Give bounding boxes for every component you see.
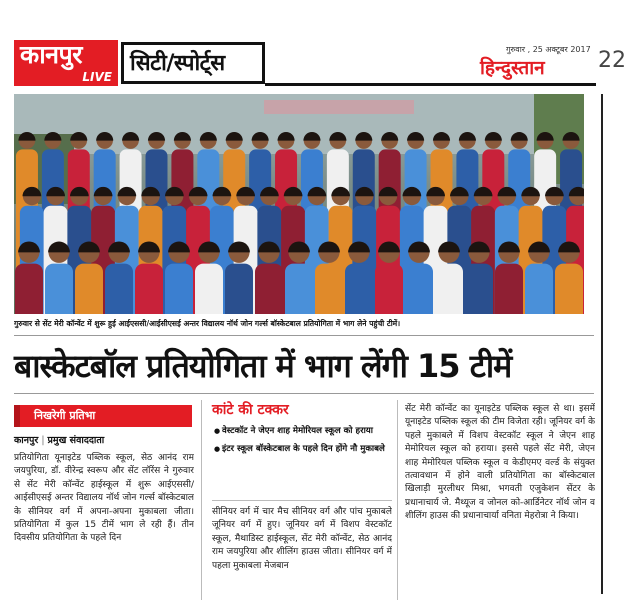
- byline-separator: |: [41, 435, 45, 446]
- player-figure: [45, 264, 73, 314]
- byline: [14, 434, 104, 448]
- player-figure: [285, 264, 313, 314]
- player-figure: [255, 264, 283, 314]
- player-figure: [165, 264, 193, 314]
- player-figure: [525, 264, 553, 314]
- article-column-2: सीनियर वर्ग में चार मैच सीनियर वर्ग और पांच मुकाबले जूनियर वर्ग में हुए। जूनियर वर्ग में विशप वेस्टकॉट स्कूल, मैथाडिस्ट हाईस्कूल, सेंट मेरी कॉन्वेंट, सेठ आनंद राम जयपुरिया और शीलिंग हाउस जीता। सीनियर वर्ग में पहला मुकाबला मेजबान: [212, 507, 392, 571]
- headline-rule-top: [14, 335, 594, 336]
- player-figure: [105, 264, 133, 314]
- player-figure: [375, 264, 403, 314]
- article-column-3: सेंट मेरी कॉन्वेंट का यूनाइटेड पब्लिक स्कूल से था। इसमें यूनाइटेड पब्लिक स्कूल की टीम विजेता रही। जूनियर वर्ग के पहले मुकाबले में विशप वेस्टकॉट स्कूल ने जेएन शाह मेमोरियल स्कूल को हराया। इससे पहले सेंट मेरी, जेएन शाह मेमोरियल पब्लिक स्कूल व केडीएमए वर्ल्ड के संयुक्त तत्वावधान में होने वाली प्रतियोगिता का बॉस्केटबाल खिलाड़ी मुरलीधर मिश्रा, भगवती एजुकेशन सेंटर के प्रधानाचार्य जे. मैथ्यूज व जोनल को-आर्डिनेटर नॉर्थ जोन व शीलिंग हाउस की प्रधानाचार्या वनिता मेहरोत्रा ने किया।: [405, 404, 595, 522]
- byline-city: कानपुर: [14, 435, 39, 446]
- player-figure: [435, 264, 463, 314]
- byline-desk: प्रमुख संवाददाता: [47, 435, 105, 446]
- masthead-rule: [265, 83, 596, 86]
- page-number: 22: [598, 48, 626, 73]
- story-tag-text: निखरेगी प्रतिभा: [34, 409, 96, 422]
- highlight-bullet: ● इंटर स्कूल बॉस्केटबाल के पहले दिन होंगे नौ मुकाबले: [214, 443, 392, 456]
- player-figure: [465, 264, 493, 314]
- sidebar-title: कांटे की टक्कर: [212, 402, 289, 418]
- column-divider: [201, 400, 202, 600]
- team-group-photo-illustration: [14, 94, 584, 314]
- brand-live-label: LIVE: [82, 70, 112, 84]
- article-column-1: प्रतियोगिता यूनाइटेड पब्लिक स्कूल, सेठ आनंद राम जयपुरिया, डॉ. वीरेन्द्र स्वरूप और सेंट लॉरेंस ने गुरुवार से सेंट मेरी कॉन्वेंट हाईस्कूल में शुरू आईएससी/आईसीएसई अन्तर विद्यालय नॉर्थ जोन गर्ल्स बॉस्केटबाल के सीनियर वर्ग में अपना-अपना मुकाबला जीता। प्रतियोगिता में कुल 15 टीमें भाग ले रही हैं। तीन दिवसीय प्रतियोगिता के पहले दिन: [14, 453, 194, 544]
- section-brand-block: [14, 40, 118, 86]
- headline: बास्केटबॉल प्रतियोगिता में भाग लेंगी 15 टीमें: [14, 347, 512, 385]
- highlight-bullet: ● वेस्टकॉट ने जेएन शाह मेमोरियल स्कूल को हराया: [214, 425, 392, 438]
- player-figure: [75, 264, 103, 314]
- column-divider: [397, 400, 398, 600]
- player-figure: [345, 264, 373, 314]
- brand-city-name: कानपुर: [20, 40, 82, 69]
- player-figure: [555, 264, 583, 314]
- page-side-rule: [601, 94, 603, 594]
- photo-caption: गुरुवार से सेंट मेरी कॉन्वेंट में शुरू हुई आईएससी/आईसीएसई अन्तर विद्यालय नॉर्थ जोन गर्ल्स बॉस्केटबाल प्रतियोगिता में भाग लेने पहुंची टीमें।: [14, 319, 401, 328]
- player-figure: [135, 264, 163, 314]
- player-figure: [495, 264, 523, 314]
- highlight-bullets: [214, 425, 392, 460]
- section-title: सिटी/स्पोर्ट्स: [130, 51, 225, 76]
- player-figure: [225, 264, 253, 314]
- sidebar-rule: [212, 500, 392, 501]
- section-title-box: [121, 42, 265, 84]
- headline-rule-bottom: [14, 393, 594, 394]
- story-tag: [14, 405, 192, 427]
- team-group-photo: [14, 94, 584, 314]
- player-figure: [405, 264, 433, 314]
- newspaper-name: हिन्दुस्तान: [480, 57, 545, 79]
- dateline: गुरुवार , 25 अक्टूबर 2017: [506, 45, 591, 54]
- player-figure: [195, 264, 223, 314]
- player-figure: [315, 264, 343, 314]
- player-figure: [15, 264, 43, 314]
